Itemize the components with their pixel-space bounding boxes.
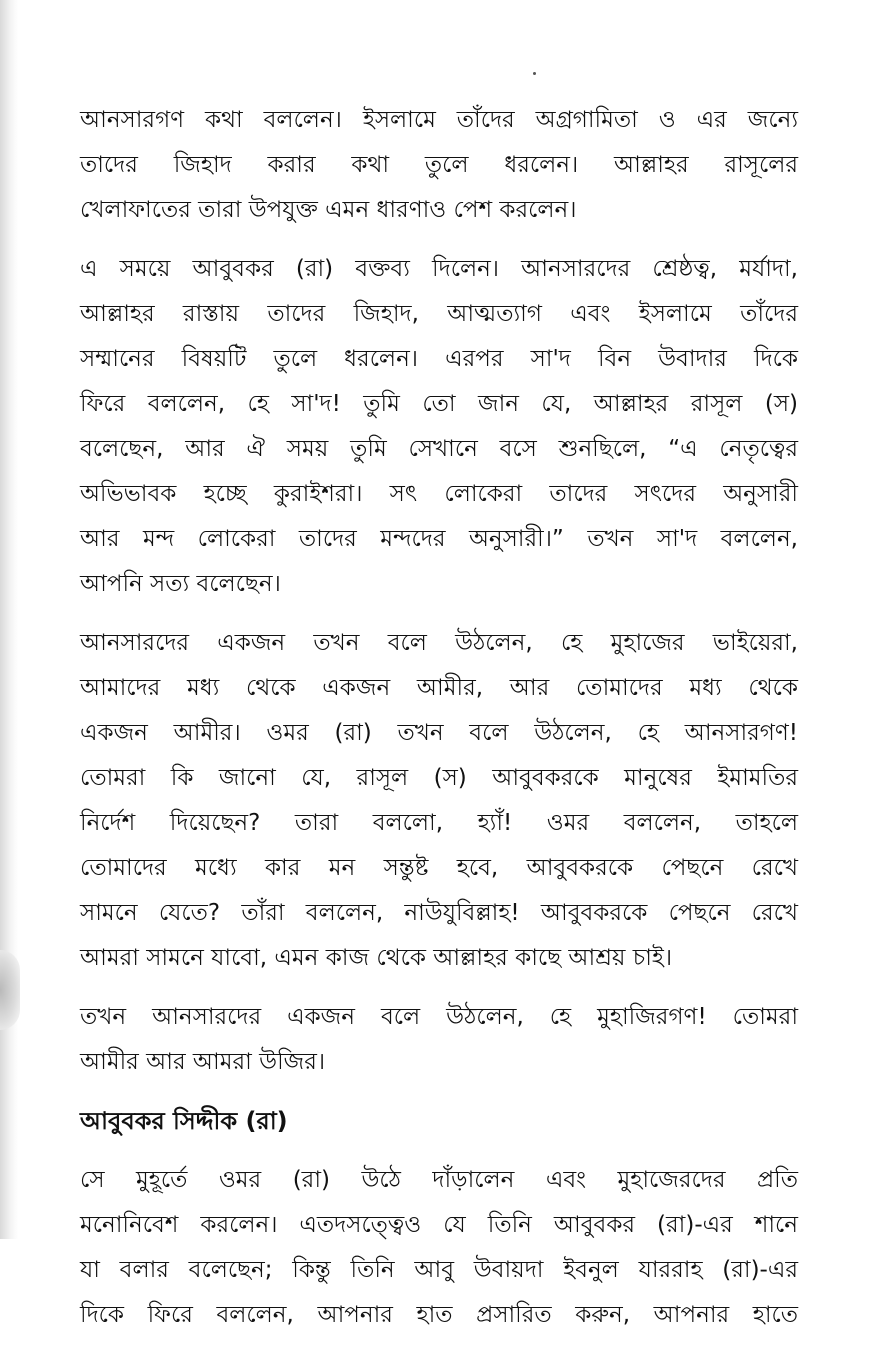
text-line: সে মুহূর্তে ওমর (রা) উঠে দাঁড়ালেন এবং মুহাজেরদের প্রতি [80, 1167, 798, 1193]
paragraph-1 [80, 98, 798, 233]
text-line: আনসারদের একজন তখন বলে উঠলেন, হে মুহাজের ভাইয়েরা, [80, 630, 798, 656]
text-line: একজন আমীর। ওমর (রা) তখন বলে উঠলেন, হে আনসারগণ! [80, 720, 798, 746]
paragraph-3 [80, 621, 798, 981]
text-line: যা বলার বলেছেন; কিন্তু তিনি আবু উবায়দা ইবনুল যাররাহ (রা)-এর [80, 1257, 798, 1283]
page-content [80, 98, 798, 1352]
text-line: তোমরা কি জানো যে, রাসূল (স) আবুবকরকে মানুষের ইমামতির [80, 765, 798, 791]
page-smudge [0, 950, 20, 1030]
text-line: সম্মানের বিষয়টি তুলে ধরলেন। এরপর সা'দ বিন উবাদার দিকে [80, 346, 798, 372]
text-line: আর মন্দ লোকেরা তাদের মন্দদের অনুসারী।” তখন সা'দ বললেন, [80, 526, 798, 552]
text-line: আনসারগণ কথা বললেন। ইসলামে তাঁদের অগ্রগামিতা ও এর জন্যে [80, 107, 798, 133]
text-line: অভিভাবক হচ্ছে কুরাইশরা। সৎ লোকেরা তাদের সৎদের অনুসারী [80, 481, 798, 507]
text-line: মনোনিবেশ করলেন। এতদসত্ত্বেও যে তিনি আবুবকর (রা)-এর শানে [80, 1212, 798, 1238]
text-line: নির্দেশ দিয়েছেন? তারা বললো, হ্যাঁ! ওমর বললেন, তাহলে [80, 810, 798, 836]
text-line: খেলাফাতের তারা উপযুক্ত এমন ধারণাও পেশ করলেন। [80, 197, 577, 223]
text-line: তাদের জিহাদ করার কথা তুলে ধরলেন। আল্লাহর রাসূলের [80, 152, 798, 178]
paragraph-4 [80, 995, 798, 1085]
page-edge-shadow [0, 0, 18, 1239]
text-line: এ সময়ে আবুবকর (রা) বক্তব্য দিলেন। আনসারদের শ্রেষ্ঠত্ব, মর্যাদা, [80, 256, 798, 282]
text-line: আমীর আর আমরা উজির। [80, 1049, 326, 1075]
text-line: তখন আনসারদের একজন বলে উঠলেন, হে মুহাজিরগণ! তোমরা [80, 1004, 798, 1030]
text-line: দিকে ফিরে বললেন, আপনার হাত প্রসারিত করুন, আপনার হাতে [80, 1302, 798, 1328]
ink-speck [533, 72, 536, 75]
paragraph-2 [80, 247, 798, 607]
paragraph-5 [80, 1158, 798, 1338]
text-line: আল্লাহর রাস্তায় তাদের জিহাদ, আত্মত্যাগ এবং ইসলামে তাঁদের [80, 301, 798, 327]
text-line: আমাদের মধ্য থেকে একজন আমীর, আর তোমাদের মধ্য থেকে [80, 675, 798, 701]
text-line: আপনি সত্য বলেছেন। [80, 571, 281, 597]
section-heading: আবুবকর সিদ্দীক (রা) [80, 1107, 288, 1135]
text-line: বলেছেন, আর ঐ সময় তুমি সেখানে বসে শুনছিলে, “এ নেতৃত্বের [80, 436, 798, 462]
text-line: আমরা সামনে যাবো, এমন কাজ থেকে আল্লাহর কাছে আশ্রয় চাই। [80, 945, 673, 971]
text-line: ফিরে বললেন, হে সা'দ! তুমি তো জান যে, আল্লাহর রাসূল (স) [80, 391, 798, 417]
text-line: তোমাদের মধ্যে কার মন সন্তুষ্ট হবে, আবুবকরকে পেছনে রেখে [80, 855, 798, 881]
text-line: সামনে যেতে? তাঁরা বললেন, নাউযুবিল্লাহ! আবুবকরকে পেছনে রেখে [80, 900, 798, 926]
